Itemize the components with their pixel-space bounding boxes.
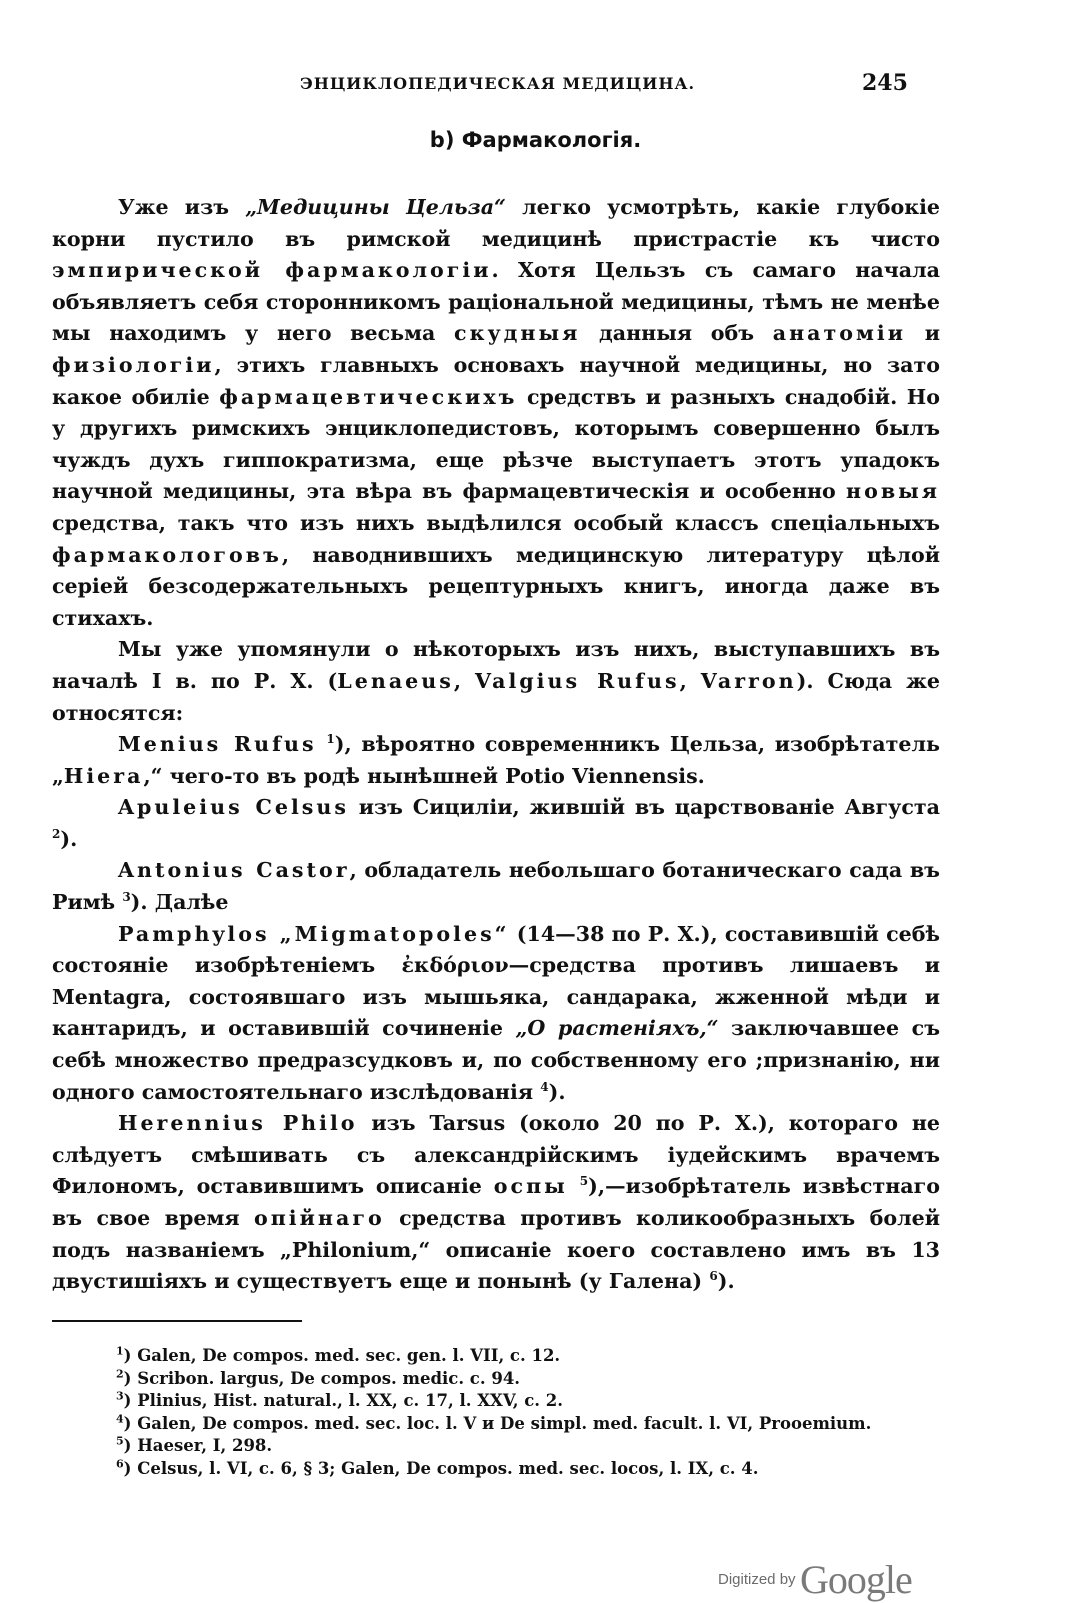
body-paragraph xyxy=(52,192,940,634)
spaced-term: Hiera xyxy=(63,763,144,788)
text-segment: Мы уже упомянули о нѣкоторыхъ изъ нихъ, выступавшихъ въ началѣ I в. по Р. X. ( xyxy=(52,637,940,693)
body-paragraph xyxy=(52,729,940,792)
text-segment: ), вѣроятно современникъ Цельза, изобрѣтатель „ xyxy=(52,732,940,788)
text-segment: данныя объ xyxy=(580,321,773,346)
spaced-term: физіологіи xyxy=(52,352,215,377)
italic-title: „Медицины Цельза“ xyxy=(245,195,506,219)
footnote-ref: 5 xyxy=(579,1174,589,1189)
italic-title: „О растеніяхъ,“ xyxy=(515,1016,719,1041)
footnote-line xyxy=(116,1345,916,1368)
running-header-title: ЭНЦИКЛОПЕДИЧЕСКАЯ МЕДИЦИНА. xyxy=(300,74,696,93)
spaced-term: опійнаго xyxy=(254,1206,385,1230)
text-segment: легко усмотрѣть, какіе глубокіе корни пустило въ римской медицинѣ пристрастіе къ чисто xyxy=(52,195,940,251)
text-segment: , xyxy=(453,668,476,693)
spaced-term: фармацевтическихъ xyxy=(219,384,518,409)
footnote-ref: 3 xyxy=(122,890,131,905)
google-logo: Google xyxy=(800,1557,912,1602)
spaced-term: эмпирической фармакологіи xyxy=(52,258,492,283)
body-paragraph xyxy=(52,919,940,1109)
section-title: b) Фармакологія. xyxy=(429,128,642,152)
spaced-term: Apuleius Celsus xyxy=(118,795,349,820)
footnote-text: ) Galen, De compos. med. sec. gen. l. VII, c. 12. xyxy=(123,1346,561,1365)
body-paragraph xyxy=(52,792,940,855)
body-paragraph xyxy=(52,634,940,729)
text-segment: ). Сюда же относятся: xyxy=(52,668,940,725)
footnote-text: ) Haeser, I, 298. xyxy=(123,1436,273,1455)
text-segment: заключавшее съ себѣ множество предразсудковъ и, по собственному его ;признанію, ни одного самостоятельнаго изслѣдованія xyxy=(52,1016,940,1104)
spaced-term: фармакологовъ xyxy=(52,542,282,567)
footnote-number: 1 xyxy=(116,1344,124,1358)
text-segment: изъ Tarsus (около 20 по Р. X.), котораго не слѣдуетъ смѣшивать съ александрійскимъ іудейскимъ врачемъ Филономъ, оставившимъ описаніе xyxy=(52,1111,941,1199)
footnote-ref: 4 xyxy=(540,1079,549,1094)
body-text xyxy=(52,192,940,1298)
footnote-line xyxy=(116,1368,916,1391)
footnote-ref: 2 xyxy=(52,827,61,842)
text-segment: изъ Сициліи, жившій въ царствованіе Августа xyxy=(348,795,940,820)
spaced-term: анатоміи xyxy=(772,321,907,346)
text-segment: , xyxy=(679,668,701,693)
text-segment: , наводнившихъ медицинскую литературу цѣлой серіей безсодержательныхъ рецептурныхъ книгъ, иногда даже въ стихахъ. xyxy=(52,542,940,630)
text-segment: (14—38 по Р. X.), составившій себѣ состояніе изобрѣтеніемъ ἐκδόριον—средства противъ лишаевъ и Mentagra, состоявшаго изъ мышьяка, сандарака, жженной мѣди и кантаридъ, и оставившій сочиненіе xyxy=(52,921,940,1041)
spaced-term: Lenaeus xyxy=(337,668,454,693)
body-paragraph xyxy=(52,1108,940,1298)
footnote-number: 6 xyxy=(116,1457,124,1470)
footnote-line xyxy=(116,1435,916,1458)
spaced-term: скудныя xyxy=(454,321,581,346)
spaced-term: Pamphylos „Migmatopoles“ xyxy=(118,921,510,946)
watermark-prefix: Digitized by xyxy=(718,1571,796,1588)
footnote-text: ) Celsus, l. VI, c. 6, § 3; Galen, De compos. med. sec. locos, l. IX, c. 4. xyxy=(123,1458,759,1478)
footnote-text: ) Scribon. largus, De compos. medic. c. 94. xyxy=(123,1368,521,1388)
spaced-term: Varron xyxy=(700,668,797,693)
footnote-text: ) Galen, De compos. med. sec. loc. l. V и De simpl. med. facult. l. VI, Prooemium. xyxy=(123,1413,872,1433)
text-segment: Уже изъ xyxy=(118,195,246,219)
text-segment: ),—изобрѣтатель извѣстнаго въ свое время xyxy=(52,1174,941,1230)
footnote-number: 2 xyxy=(116,1367,124,1380)
spaced-term: новыя xyxy=(846,479,940,504)
text-segment: средствъ и разныхъ снадобій. Но у другихъ римскихъ энциклопедистовъ, которымъ совершенно былъ чуждъ духъ гиппократизма, еще рѣзче выступаетъ этотъ упадокъ научной медицины, эта вѣра въ фармацевтическія и особенно xyxy=(52,384,940,504)
text-segment: ). Далѣе xyxy=(130,890,229,915)
spaced-term: оспы xyxy=(493,1174,568,1199)
text-segment: ). xyxy=(60,826,78,851)
footnote-ref: 1 xyxy=(326,732,335,747)
footnote-ref: 6 xyxy=(709,1269,718,1284)
text-segment xyxy=(317,732,327,756)
spaced-term: Herennius Philo xyxy=(118,1111,358,1136)
text-segment: , этихъ главныхъ основахъ научной медицины, но зато какое обиліе xyxy=(52,352,940,409)
text-segment: и xyxy=(906,321,940,346)
footnote-line xyxy=(116,1413,916,1436)
body-paragraph xyxy=(52,855,940,918)
page-number: 245 xyxy=(862,70,908,96)
footnote-text: ) Plinius, Hist. natural., l. XX, c. 17, l. XXV, c. 2. xyxy=(123,1391,564,1410)
digitized-by-google-watermark xyxy=(718,1556,912,1603)
footnote-number: 3 xyxy=(116,1389,124,1403)
footnote-number: 5 xyxy=(116,1434,124,1448)
text-segment: , обладатель небольшаго ботаническаго сада въ Римѣ xyxy=(52,858,940,915)
text-segment xyxy=(568,1174,580,1198)
spaced-term: Valgius Rufus xyxy=(475,668,680,693)
text-segment: ,“ чего-то въ родѣ нынѣшней Potio Viennensis. xyxy=(143,763,705,788)
text-segment: средства противъ коликообразныхъ болей подъ названіемъ „Philonium,“ описаніе коего составлено имъ въ 13 двустишіяхъ и существуетъ еще и понынѣ (у Галена) xyxy=(52,1206,941,1294)
footnote-line xyxy=(116,1390,916,1413)
spaced-term: Antonius Castor xyxy=(118,858,350,883)
text-segment: ). xyxy=(717,1269,735,1294)
spaced-term: Menius Rufus xyxy=(118,732,317,757)
text-segment: ). xyxy=(548,1079,566,1104)
footnotes xyxy=(116,1345,916,1480)
footnote-line xyxy=(116,1458,916,1481)
text-segment: . Хотя Цельзъ съ самаго начала объявляетъ себя сторонникомъ раціональной медицины, тѣмъ не менѣе мы находимъ у него весьма xyxy=(52,258,940,346)
footnotes-divider xyxy=(52,1320,302,1322)
footnote-number: 4 xyxy=(116,1412,124,1425)
text-segment: средства, такъ что изъ нихъ выдѣлился особый классъ спеціальныхъ xyxy=(52,510,940,535)
